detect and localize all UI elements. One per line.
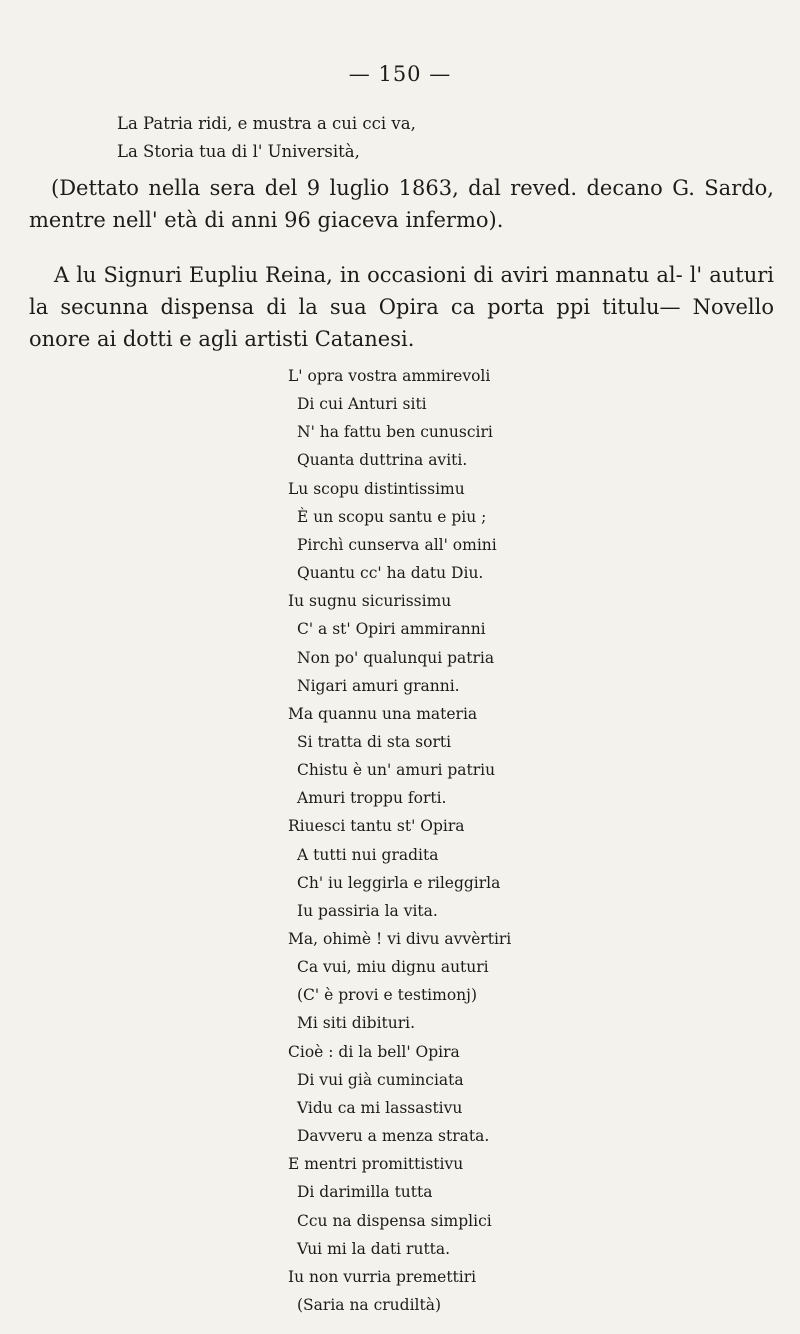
poem-line: Chistu è un' amuri patriu [297, 761, 496, 779]
poem-line: Ma, ohimè ! vi divu avvèrtiri [288, 930, 512, 948]
dedication-note-text: (Dettato nella sera del 9 luglio 1863, dal reved. decano G. Sardo, mentre nell' età di anni 96 giaceva infermo). [29, 176, 774, 232]
poem-line: Ch' iu leggirla e rileggirla [297, 874, 501, 892]
poem-line: N' ha fattu ben cunusciri [297, 423, 493, 441]
poem-line: Vui mi la dati rutta. [297, 1240, 451, 1258]
poem-line: L' opra vostra ammirevoli [288, 367, 491, 385]
poem-line: Si tratta di sta sorti [297, 733, 452, 751]
poem-line: Ma quannu una materia [288, 705, 478, 723]
poem-line: Di vui già cuminciata [297, 1071, 464, 1089]
poem-line: (Saria na crudiltà) [297, 1296, 442, 1314]
intro-line-1: La Patria ridi, e mustra a cui cci va, [117, 114, 416, 133]
poem-line: Vidu ca mi lassastivu [297, 1099, 463, 1117]
poem-line: Quantu cc' ha datu Diu. [297, 564, 484, 582]
poem-line: C' a st' Opiri ammiranni [297, 620, 486, 638]
poem-line: Non po' qualunqui patria [297, 649, 495, 667]
poem-line: Cioè : di la bell' Opira [288, 1043, 460, 1061]
dedication-heading [29, 259, 774, 355]
poem-line: Amuri troppu forti. [297, 789, 447, 807]
poem-line: Iu passiria la vita. [297, 902, 438, 920]
poem-line: Mi siti dibituri. [297, 1014, 416, 1032]
dedication-heading-text: A lu Signuri Eupliu Reina, in occasioni di aviri mannatu al- l' auturi la secunna dispensa di la sua Opira ca porta ppi titulu— Novello onore ai dotti e agli artisti Catanesi. [29, 263, 774, 351]
poem-line: Nigari amuri granni. [297, 677, 460, 695]
poem-line: È un scopu santu e piu ; [297, 508, 487, 526]
poem-line: (C' è provi e testimonj) [297, 986, 478, 1004]
poem-line: Di darimilla tutta [297, 1183, 433, 1201]
poem-line: Di cui Anturi siti [297, 395, 427, 413]
poem-line: Iu non vurria premettiri [288, 1268, 477, 1286]
poem-line: Lu scopu distintissimu [288, 480, 465, 498]
poem-line: Davveru a menza strata. [297, 1127, 490, 1145]
poem-line: Iu sugnu sicurissimu [288, 592, 452, 610]
poem-line: Ccu na dispensa simplici [297, 1212, 492, 1230]
page-number: — 150 — [348, 62, 452, 86]
intro-line-2: La Storia tua di l' Università, [117, 142, 360, 161]
poem-line: Ca vui, miu dignu auturi [297, 958, 489, 976]
dedication-note [29, 172, 774, 236]
poem-line: Quanta duttrina aviti. [297, 451, 468, 469]
poem-line: Pirchì cunserva all' omini [297, 536, 497, 554]
poem-line: E mentri promittistivu [288, 1155, 464, 1173]
poem-line: Riuesci tantu st' Opira [288, 817, 465, 835]
poem-line: A tutti nui gradita [297, 846, 439, 864]
